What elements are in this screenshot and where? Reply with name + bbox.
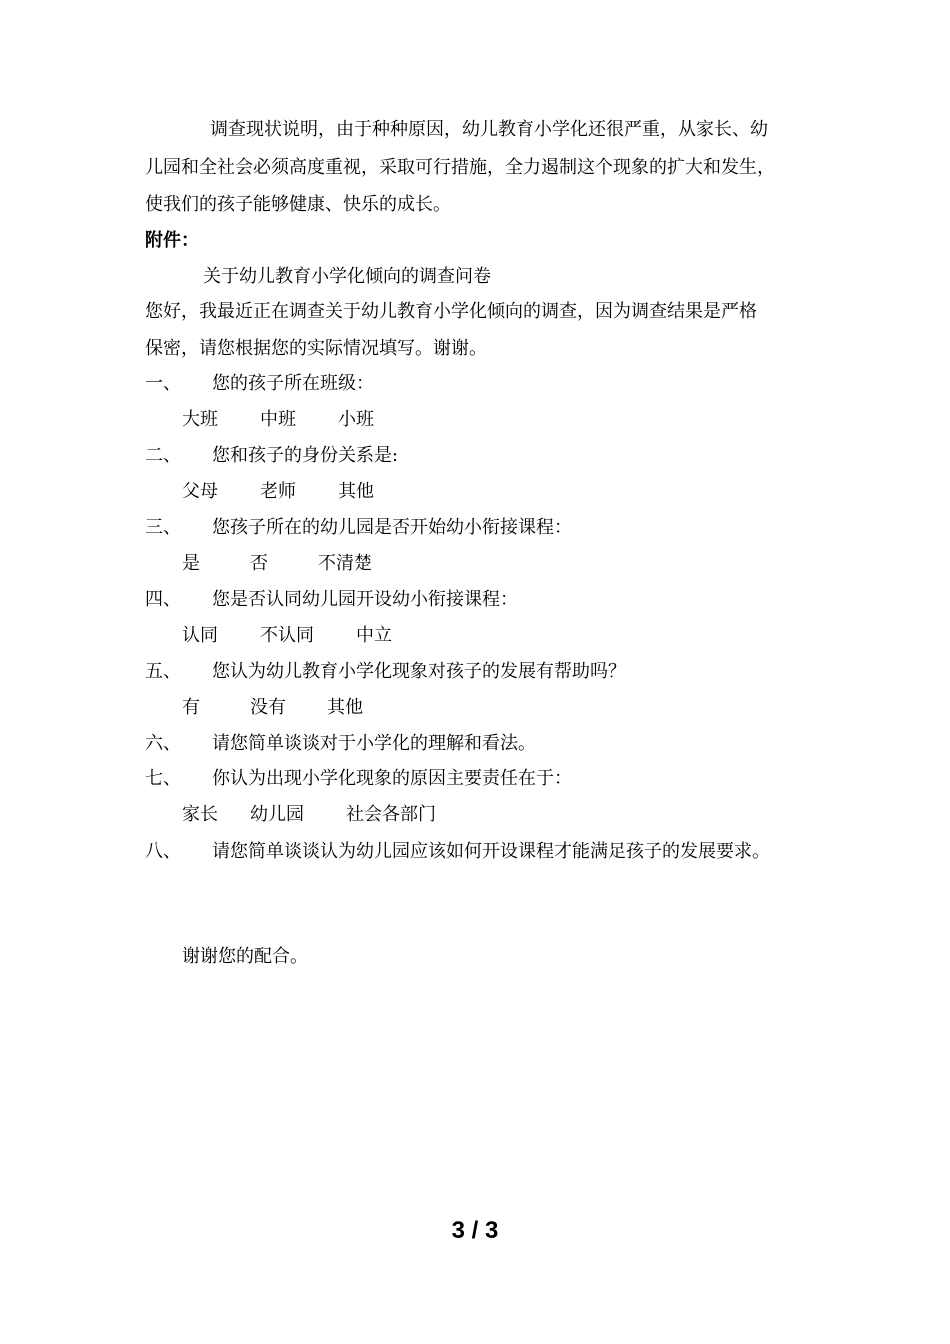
question-5-option-3: 其他 [327,697,363,718]
question-8-number: 八、 [145,841,181,862]
greeting-line-2: 保密，请您根据您的实际情况填写。谢谢。 [145,338,487,359]
question-7-text: 你认为出现小学化现象的原因主要责任在于： [212,768,572,789]
question-4-option-3: 中立 [356,625,392,646]
question-1-option-1: 大班 [182,409,218,430]
question-3-text: 您孩子所在的幼儿园是否开始幼小衔接课程： [212,517,572,538]
question-3-option-1: 是 [182,553,200,574]
question-6-text: 请您简单谈谈对于小学化的理解和看法。 [212,733,536,754]
attachment-label: 附件： [145,230,199,251]
question-2-option-1: 父母 [182,481,218,502]
greeting-line-1: 您好，我最近正在调查关于幼儿教育小学化倾向的调查，因为调查结果是严格 [145,301,757,322]
question-8-text: 请您简单谈谈认为幼儿园应该如何开设课程才能满足孩子的发展要求。 [212,841,770,862]
question-5-option-1: 有 [182,697,200,718]
question-4-text: 您是否认同幼儿园开设幼小衔接课程： [212,589,518,610]
question-7-option-1: 家长 [182,804,218,825]
intro-line-3: 使我们的孩子能够健康、快乐的成长。 [145,194,451,215]
question-1-text: 您的孩子所在班级： [212,373,374,394]
question-1-option-2: 中班 [260,409,296,430]
question-7-option-3: 社会各部门 [346,804,436,825]
question-4-number: 四、 [145,589,181,610]
question-7-option-2: 幼儿园 [250,804,304,825]
question-6-number: 六、 [145,733,181,754]
question-2-number: 二、 [145,445,181,466]
question-4-option-1: 认同 [182,625,218,646]
survey-title: 关于幼儿教育小学化倾向的调查问卷 [203,266,491,287]
question-5-text: 您认为幼儿教育小学化现象对孩子的发展有帮助吗？ [212,661,626,682]
question-5-number: 五、 [145,661,181,682]
question-2-text: 您和孩子的身份关系是: [212,445,399,466]
question-7-number: 七、 [145,768,181,789]
question-1-option-3: 小班 [338,409,374,430]
question-3-option-3: 不清楚 [318,553,372,574]
question-2-option-3: 其他 [338,481,374,502]
intro-line-1: 调查现状说明，由于种种原因，幼儿教育小学化还很严重，从家长、幼 [210,119,768,140]
question-1-number: 一、 [145,373,181,394]
intro-line-2: 儿园和全社会必须高度重视，采取可行措施，全力遏制这个现象的扩大和发生， [145,157,775,178]
page-number: 3 / 3 [451,1217,499,1244]
thanks-text: 谢谢您的配合。 [182,946,308,967]
question-3-number: 三、 [145,517,181,538]
question-5-option-2: 没有 [250,697,286,718]
question-2-option-2: 老师 [260,481,296,502]
question-3-option-2: 否 [250,553,268,574]
question-4-option-2: 不认同 [260,625,314,646]
